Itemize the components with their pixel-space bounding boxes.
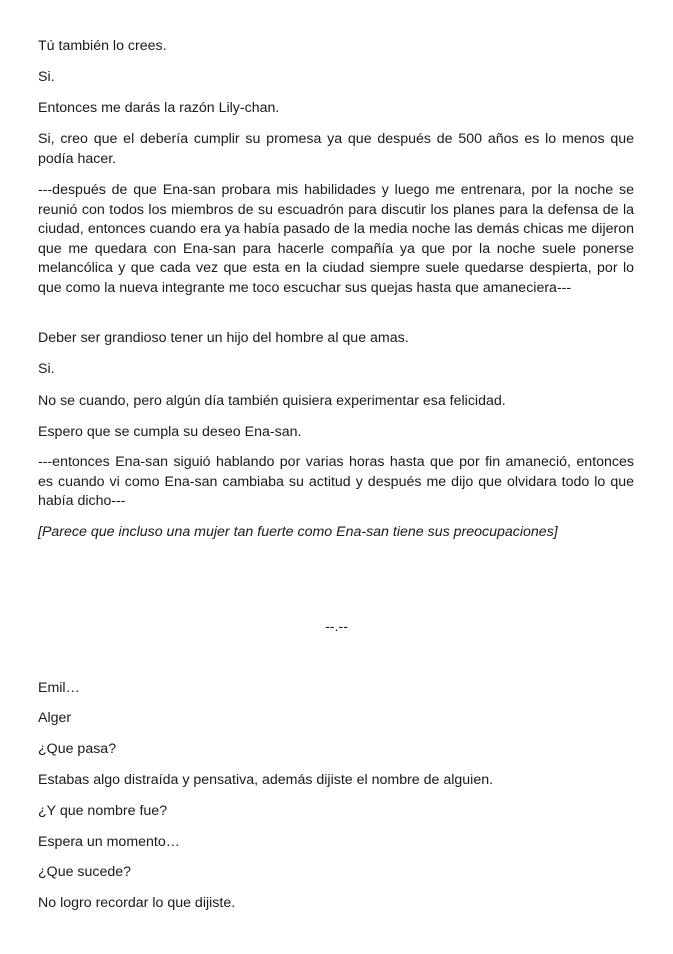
paragraph: Espero que se cumpla su deseo Ena-san.: [38, 424, 302, 440]
paragraph: Deber ser grandioso tener un hijo del hombre al que amas.: [38, 330, 409, 346]
paragraph: Si.: [38, 361, 55, 377]
paragraph: Tú también lo crees.: [38, 38, 167, 54]
dialogue-line: Alger: [38, 710, 72, 726]
paragraph: Si, creo que el debería cumplir su promesa ya que después de 500 años es lo menos que podía hacer.: [38, 131, 634, 167]
narration-paragraph: ---entonces Ena-san siguió hablando por varias horas hasta que por fin amaneció, entonces es cuando vi como Ena-san cambiaba su actitud y después me dijo que olvidara todo lo que había dicho---: [38, 454, 634, 509]
scene-separator: --.--: [325, 619, 348, 635]
thought-paragraph: [Parece que incluso una mujer tan fuerte como Ena-san tiene sus preocupaciones]: [38, 524, 558, 540]
paragraph: Si.: [38, 69, 55, 85]
dialogue-line: No logro recordar lo que dijiste.: [38, 895, 236, 911]
dialogue-line: ¿Y que nombre fue?: [38, 803, 168, 819]
dialogue-line: ¿Que pasa?: [38, 741, 117, 757]
narration-paragraph: ---después de que Ena-san probara mis habilidades y luego me entrenara, por la noche se reunió con todos los miembros de su escuadrón para discutir los planes para la defensa de la ciudad, entonces cuando era ya había pasado de la media noche las demás chicas me dijeron que me quedara con Ena-san para hacerle compañía ya que por la noche suele ponerse melancólica y que cada vez que esta en la ciudad siempre suele quedarse despierta, por lo que como la nueva integrante me toco escuchar sus quejas hasta que amaneciera---: [38, 182, 634, 296]
dialogue-line: ¿Que sucede?: [38, 864, 132, 880]
dialogue-line: Estabas algo distraída y pensativa, además dijiste el nombre de alguien.: [38, 772, 494, 788]
paragraph: Entonces me darás la razón Lily-chan.: [38, 100, 280, 116]
dialogue-line: Emil…: [38, 680, 80, 696]
dialogue-line: Espera un momento…: [38, 834, 180, 850]
paragraph: No se cuando, pero algún día también quisiera experimentar esa felicidad.: [38, 393, 506, 409]
